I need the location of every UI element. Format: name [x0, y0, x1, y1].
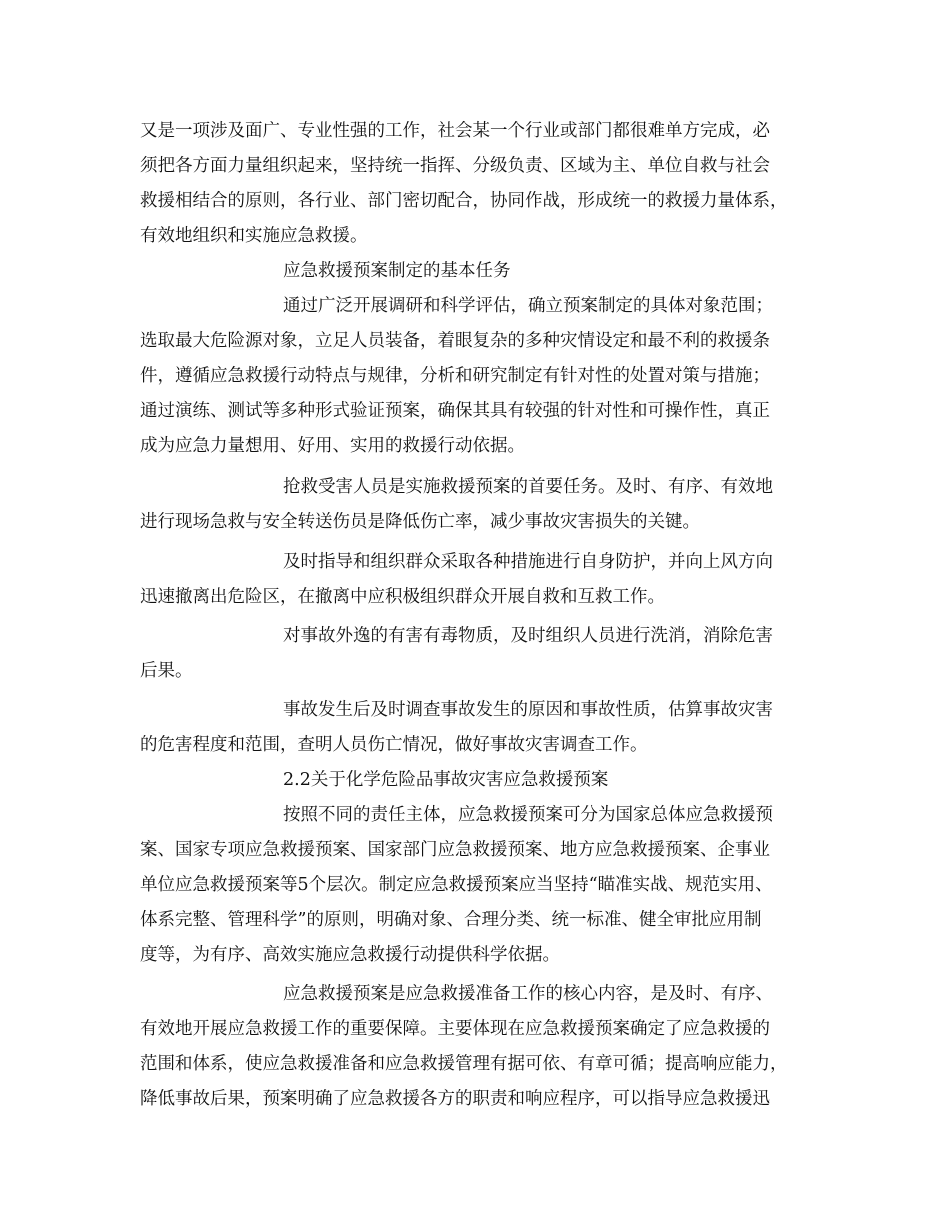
text-line — [0, 580, 950, 614]
section-heading — [0, 254, 950, 288]
text-line — [0, 833, 950, 867]
text-line — [0, 394, 950, 428]
text-line — [0, 903, 950, 937]
text-line — [0, 219, 950, 253]
text-line — [0, 798, 950, 832]
line-text: 单位应急救援预案等5个层次。制定应急救援预案应当坚持“瞄准实战、规范实用、 — [140, 875, 773, 895]
text-line — [0, 977, 950, 1011]
heading-text: 2.2关于化学危险品事故灾害应急救援预案 — [283, 770, 609, 790]
text-line — [0, 728, 950, 762]
line-text: 按照不同的责任主体，应急救援预案可分为国家总体应急救援预 — [283, 805, 773, 825]
section-heading — [0, 763, 950, 797]
line-text: 及时指导和组织群众采取各种措施进行自身防护，并向上风方向 — [283, 552, 773, 572]
heading-text: 应急救援预案制定的基本任务 — [283, 261, 511, 281]
line-text: 事故发生后及时调查事故发生的原因和事故性质，估算事故灾害 — [283, 700, 773, 720]
text-line — [0, 114, 950, 148]
line-text: 度等，为有序、高效实施应急救援行动提供科学依据。 — [140, 945, 560, 965]
text-line — [0, 938, 950, 972]
line-text: 通过演练、测试等多种形式验证预案，确保其具有较强的针对性和可操作性，真正 — [140, 401, 770, 421]
line-text: 后果。 — [140, 661, 193, 681]
text-line — [0, 429, 950, 463]
text-line — [0, 693, 950, 727]
line-text: 进行现场急救与安全转送伤员是降低伤亡率，减少事故灾害损失的关键。 — [140, 512, 700, 532]
line-text: 抢救受害人员是实施救援预案的首要任务。及时、有序、有效地 — [283, 477, 773, 497]
line-text: 选取最大危险源对象，立足人员装备，着眼复杂的多种灾情设定和最不利的救援条 — [140, 331, 770, 351]
line-text: 件，遵循应急救援行动特点与规律，分析和研究制定有针对性的处置对策与措施； — [140, 366, 770, 386]
line-text: 有效地开展应急救援工作的重要保障。主要体现在应急救援预案确定了应急救援的 — [140, 1019, 770, 1039]
text-line — [0, 359, 950, 393]
line-text: 的危害程度和范围，查明人员伤亡情况，做好事故灾害调查工作。 — [140, 735, 648, 755]
text-line — [0, 1082, 950, 1116]
line-text: 成为应急力量想用、好用、实用的救援行动依据。 — [140, 436, 525, 456]
line-text: 案、国家专项应急救援预案、国家部门应急救援预案、地方应急救援预案、企事业 — [140, 840, 770, 860]
line-text: 应急救援预案是应急救援准备工作的核心内容，是及时、有序、 — [283, 984, 773, 1004]
line-text: 迅速撤离出危险区，在撤离中应积极组织群众开展自救和互救工作。 — [140, 587, 665, 607]
line-text: 有效地组织和实施应急救援。 — [140, 226, 368, 246]
line-text: 须把各方面力量组织起来，坚持统一指挥、分级负责、区域为主、单位自救与社会 — [140, 156, 770, 176]
text-line — [0, 184, 950, 218]
text-line — [0, 324, 950, 358]
line-text: 体系完整、管理科学”的原则，明确对象、合理分类、统一标准、健全审批应用制 — [140, 910, 762, 930]
line-text: 救援相结合的原则，各行业、部门密切配合，协同作战，形成统一的救援力量体系， — [140, 191, 788, 211]
text-line — [0, 654, 950, 688]
text-line — [0, 149, 950, 183]
line-text: 对事故外逸的有害有毒物质，及时组织人员进行洗消，消除危害 — [283, 626, 773, 646]
text-line — [0, 619, 950, 653]
line-text: 又是一项涉及面广、专业性强的工作，社会某一个行业或部门都很难单方完成，必 — [140, 121, 770, 141]
text-line — [0, 1047, 950, 1081]
line-text: 范围和体系，使应急救援准备和应急救援管理有据可依、有章可循；提高响应能力， — [140, 1054, 788, 1074]
text-line — [0, 470, 950, 504]
text-line — [0, 1012, 950, 1046]
line-text: 通过广泛开展调研和科学评估，确立预案制定的具体对象范围； — [283, 296, 773, 316]
text-line — [0, 505, 950, 539]
text-line — [0, 868, 950, 902]
text-line — [0, 545, 950, 579]
line-text: 降低事故后果，预案明确了应急救援各方的职责和响应程序，可以指导应急救援迅 — [140, 1089, 770, 1109]
text-line — [0, 289, 950, 323]
